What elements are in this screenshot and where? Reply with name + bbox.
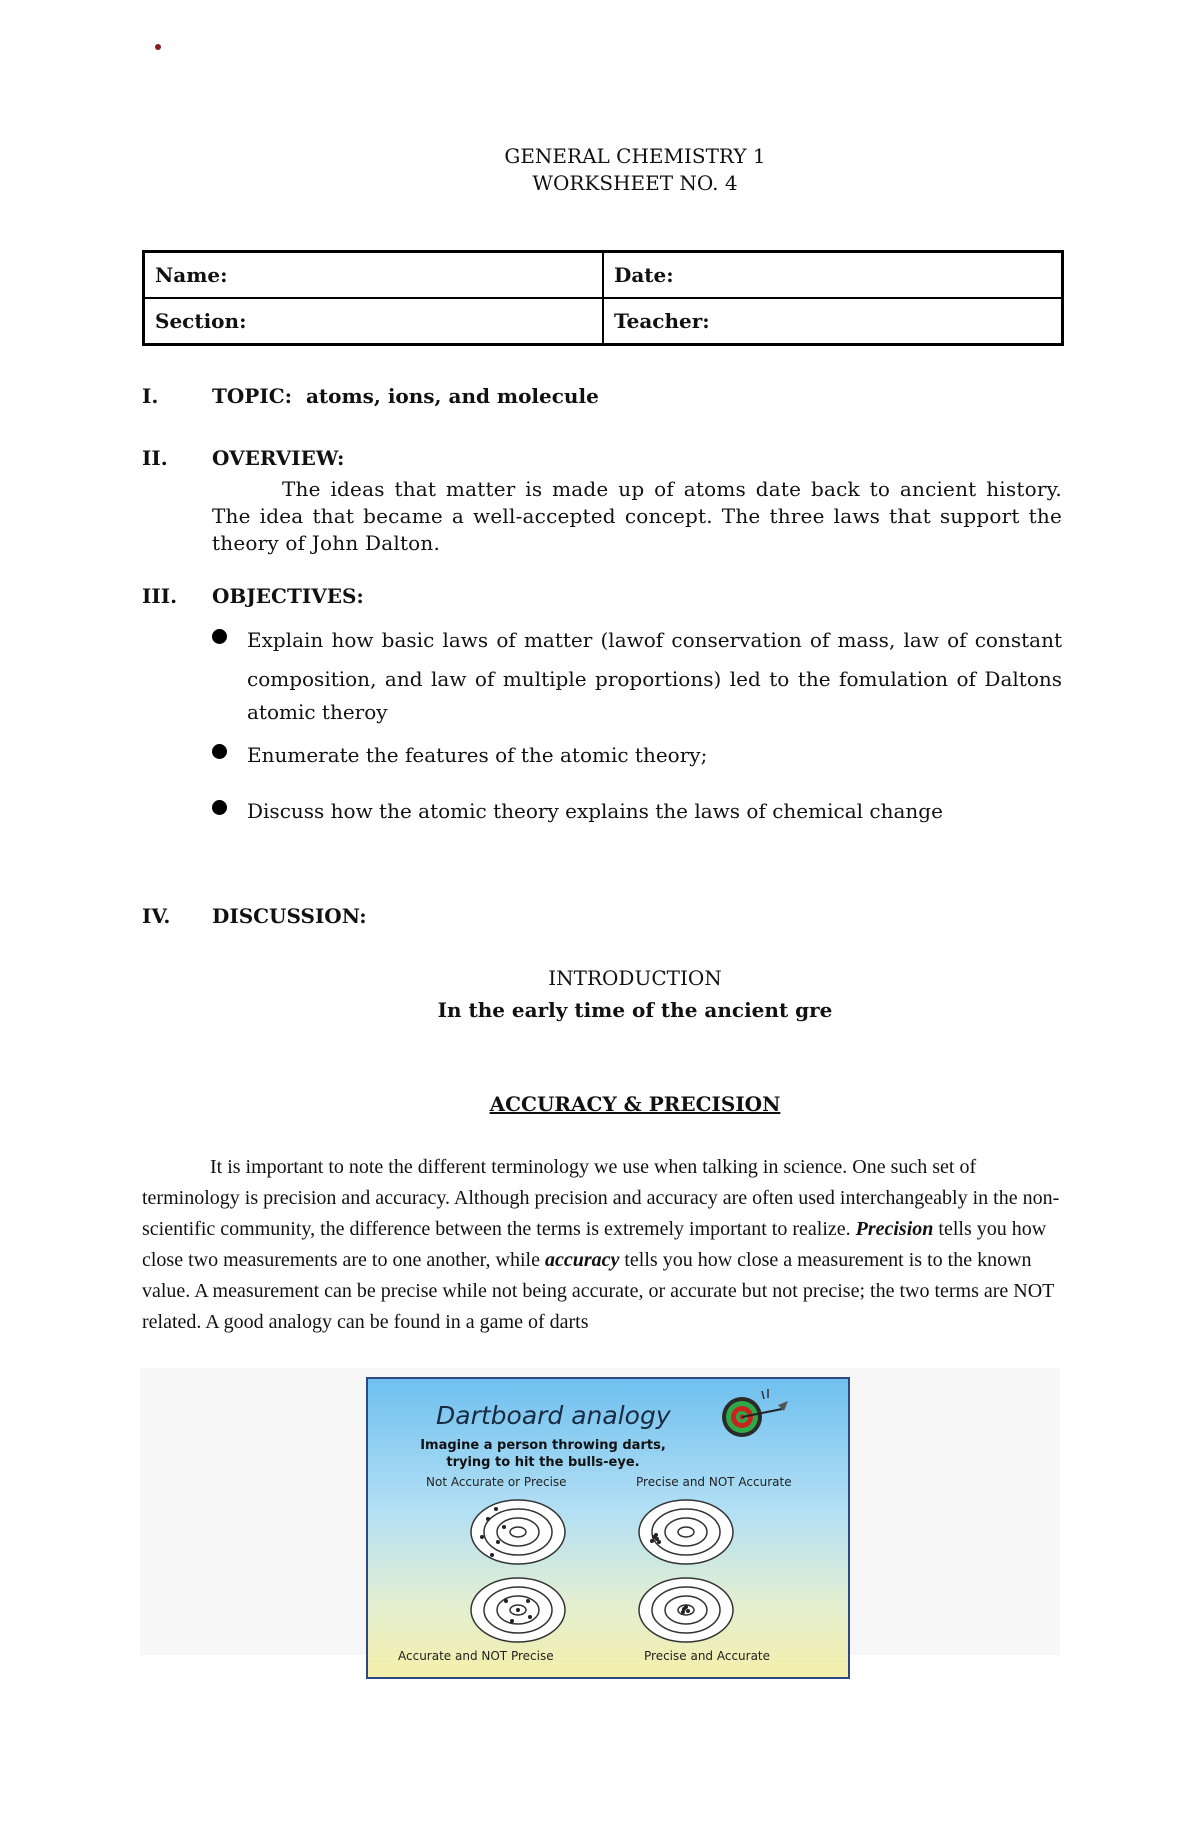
overview-body: The ideas that matter is made up of atoms date back to ancient history. The idea that became a well-accepted concept. The three laws that support the theory of John Dalton. bbox=[212, 477, 1062, 555]
section-field[interactable]: Section: bbox=[144, 298, 604, 345]
name-field[interactable]: Name: bbox=[144, 252, 604, 299]
accuracy-precision-title: ACCURACY & PRECISION bbox=[489, 1092, 781, 1116]
figure-subtitle-line: Imagine a person throwing darts, bbox=[420, 1438, 666, 1453]
topic-heading bbox=[212, 384, 599, 408]
objective-line: atomic theroy bbox=[247, 700, 388, 724]
target-tl-icon bbox=[468, 1497, 568, 1567]
discussion-heading: DISCUSSION: bbox=[212, 904, 367, 928]
bullet-icon bbox=[212, 800, 227, 815]
target-br-icon bbox=[636, 1575, 736, 1645]
overview-number: II. bbox=[142, 446, 168, 470]
objective-item bbox=[212, 737, 1062, 773]
accuracy-paragraph bbox=[142, 1152, 1062, 1338]
objective-line: Discuss how the atomic theory explains the laws of chemical change bbox=[247, 799, 943, 823]
introduction-subtitle: In the early time of the ancient gre bbox=[437, 998, 833, 1022]
overview-heading: OVERVIEW: bbox=[212, 446, 345, 470]
topic-number: I. bbox=[142, 384, 159, 408]
figure-title: Dartboard analogy bbox=[436, 1401, 671, 1430]
figure-subtitle-line: trying to hit the bulls-eye. bbox=[446, 1455, 640, 1470]
worksheet-title: GENERAL CHEMISTRY 1 bbox=[504, 144, 766, 168]
dartboard-icon bbox=[722, 1387, 792, 1439]
para-text: tells you how close a measurement is to the known value. A measurement can be precise while not being accurate, or accurate but not precise; the two terms are NOT related. A good analogy can be found in a game of darts bbox=[142, 1249, 1055, 1333]
objectives-number: III. bbox=[142, 584, 178, 608]
bullet-icon bbox=[212, 744, 227, 759]
red-dot-mark bbox=[155, 44, 161, 50]
para-text: tells you how close two measurements are to one another, while bbox=[142, 1218, 1047, 1271]
teacher-field[interactable]: Teacher: bbox=[603, 298, 1063, 345]
topic-label: TOPIC: bbox=[212, 384, 292, 408]
objective-item bbox=[212, 793, 1062, 829]
target-bl-icon bbox=[468, 1575, 568, 1645]
target-tr-icon bbox=[636, 1497, 736, 1567]
accuracy-term: accuracy bbox=[544, 1249, 620, 1271]
student-info-table bbox=[142, 250, 1064, 346]
caption-precise-and-accurate: Precise and Accurate bbox=[644, 1649, 771, 1663]
objectives-heading: OBJECTIVES: bbox=[212, 584, 364, 608]
objective-line: Enumerate the features of the atomic theory; bbox=[247, 743, 708, 767]
objective-line: Explain how basic laws of matter (lawof conservation of mass, law of constant bbox=[247, 628, 1062, 652]
dartboard-figure bbox=[366, 1377, 850, 1679]
discussion-number: IV. bbox=[142, 904, 171, 928]
bullet-icon bbox=[212, 629, 227, 644]
objective-line: composition, and law of multiple proportions) led to the fomulation of Daltons bbox=[247, 667, 1062, 691]
caption-precise-not-accurate: Precise and NOT Accurate bbox=[636, 1475, 792, 1489]
figure-subtitle bbox=[408, 1437, 678, 1471]
topic-value: atoms, ions, and molecule bbox=[305, 384, 599, 408]
worksheet-number: WORKSHEET NO. 4 bbox=[532, 171, 738, 195]
caption-accurate-not-precise: Accurate and NOT Precise bbox=[398, 1649, 554, 1663]
introduction-title: INTRODUCTION bbox=[548, 966, 722, 990]
overview-text bbox=[212, 476, 1062, 557]
date-field[interactable]: Date: bbox=[603, 252, 1063, 299]
precision-term: Precision bbox=[855, 1218, 934, 1240]
caption-not-accurate-not-precise: Not Accurate or Precise bbox=[426, 1475, 567, 1489]
objective-item bbox=[212, 622, 1062, 727]
para-text: It is important to note the different terminology we use when talking in science. One such set of terminology is precision and accuracy. Although precision and accuracy are often used interchangeably in the non-scientific community, the difference between the terms is extremely important to realize. bbox=[142, 1156, 1060, 1240]
